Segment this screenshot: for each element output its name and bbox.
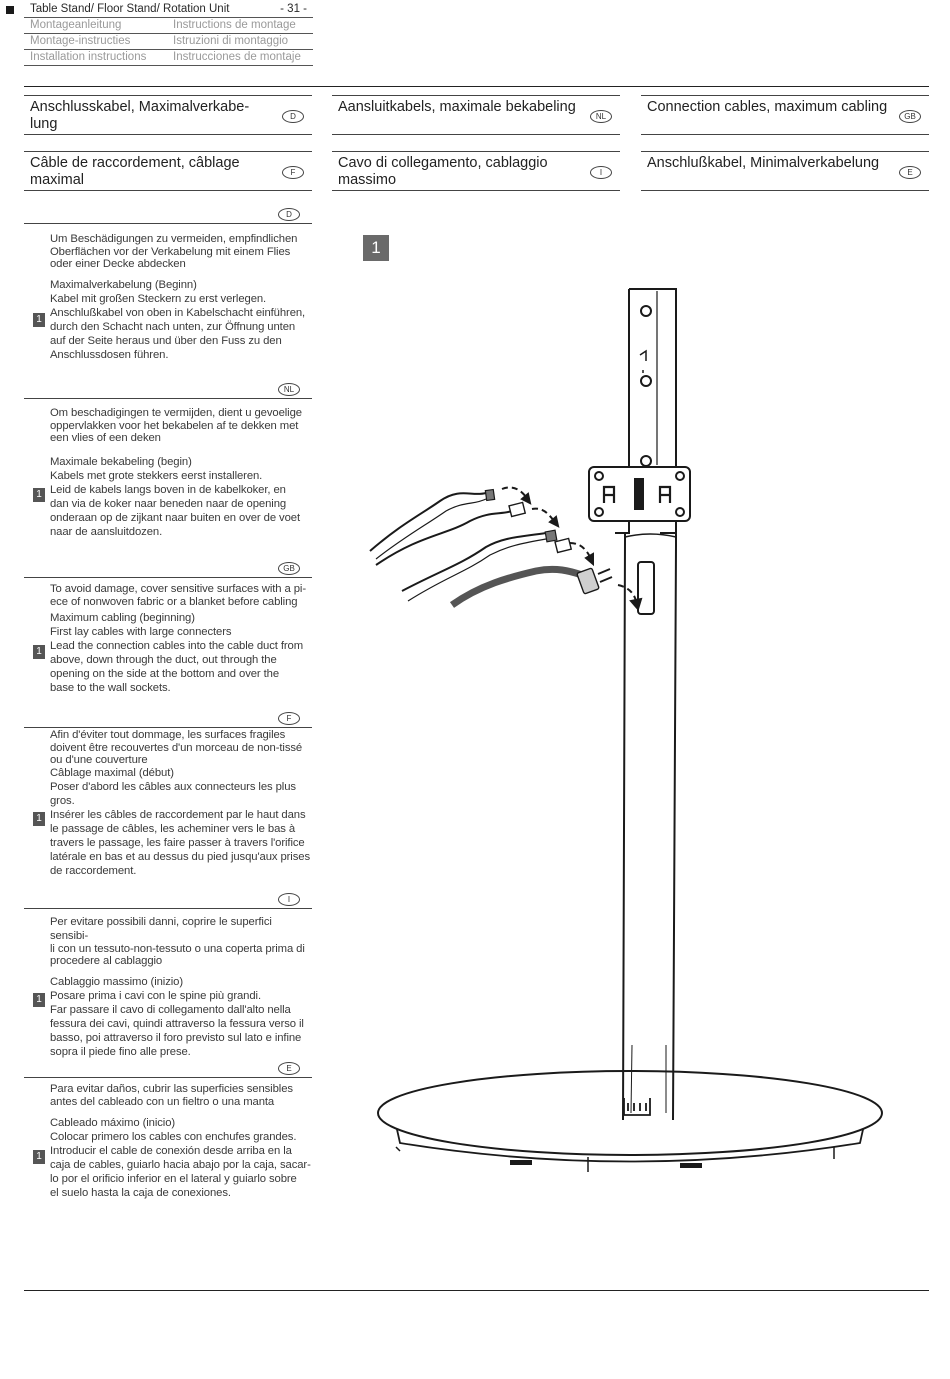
header-label: Montageanleitung	[30, 19, 122, 31]
text-line: naar de aansluitdozen.	[50, 526, 163, 538]
heading-line: Maximalverkabelung (Beginn)	[50, 279, 197, 291]
title-cell-i	[332, 151, 620, 191]
step-badge: 1	[33, 812, 45, 826]
text-line: Lead the connection cables into the cable duct from	[50, 640, 304, 652]
section-title: Aansluitkabels, maximale bekabeling	[338, 99, 576, 115]
plug-connector-icon	[485, 489, 494, 500]
language-badge-nl: NL	[590, 110, 612, 123]
text-line: above, down through the duct, out through the	[50, 654, 277, 666]
section-body	[50, 728, 312, 878]
section-f	[24, 712, 312, 882]
section-e	[24, 1062, 312, 1212]
section-rule	[24, 908, 312, 909]
heading-line: Maximum cabling (beginning)	[50, 612, 195, 624]
heading-line: Câblage maximal (début)	[50, 767, 174, 779]
plug-connector-icon	[555, 538, 571, 552]
text-line: dan via de koker naar beneden naar de opening	[50, 498, 287, 510]
language-badge-i: I	[590, 166, 612, 179]
text-line: onderaan op de zijkant naar buiten en over de voet	[50, 512, 300, 524]
intro-line: Para evitar daños, cubrir las superficies sensibles	[50, 1083, 293, 1095]
screw-icon	[641, 376, 651, 386]
header-label: Instructions de montage	[173, 19, 296, 31]
text-line: First lay cables with large connecters	[50, 626, 232, 638]
step-badge: 1	[33, 993, 45, 1007]
text-line: el suelo hasta la caja de conexiones.	[50, 1187, 231, 1199]
intro-line: antes del cableado con un fieltro o una manta	[50, 1096, 275, 1108]
clip-mark	[640, 351, 646, 373]
title-cell-gb	[641, 95, 929, 135]
floor-stand-illustration	[360, 275, 900, 1175]
text-line: Leid de kabels langs boven in de kabelkoker, en	[50, 484, 286, 496]
language-badge-e: E	[899, 166, 921, 179]
intro-line: een vlies of een deken	[50, 432, 161, 444]
section-title: Câble de raccordement, câblage maximal	[30, 155, 240, 188]
top-divider	[24, 86, 929, 87]
text-line: caja de cables, guiarlo hacia abajo por la caja, sacar-	[50, 1159, 311, 1171]
column-lower	[623, 533, 676, 1120]
language-badge-i: I	[278, 893, 300, 906]
section-rule	[24, 1077, 312, 1078]
section-nl	[24, 383, 312, 543]
language-badge-d: D	[278, 208, 300, 221]
section-body	[50, 1082, 312, 1200]
text-line: latérale en bas et au dessus du pied jusqu'aux prises	[50, 851, 310, 863]
text-line: durch den Schacht nach unten, zur Öffnung unten	[50, 321, 296, 333]
column-side-opening	[638, 562, 654, 614]
intro-line: Oberflächen vor der Verkabelung mit einem Flies	[50, 246, 291, 258]
base-plate	[378, 1071, 882, 1155]
intro-line: Per evitare possibili danni, coprire le superfici sensibi-	[50, 916, 272, 942]
text-line: travers le passage, les faire passer à travers l'orifice	[50, 837, 305, 849]
section-title: Anschlußkabel, Minimalverkabelung	[647, 155, 880, 171]
section-body	[50, 582, 312, 695]
header-label: Instrucciones de montaje	[173, 51, 301, 63]
cable-2	[376, 511, 512, 565]
screw-icon	[641, 306, 651, 316]
intro-line: ou d'une couverture	[50, 754, 148, 766]
intro-line: ece of nonwoven fabric or a blanket before cabling	[50, 596, 298, 608]
step-badge: 1	[33, 488, 45, 502]
language-badge-nl: NL	[278, 383, 300, 396]
direction-arrow-icon	[502, 487, 526, 497]
document-title: Table Stand/ Floor Stand/ Rotation Unit	[30, 3, 230, 15]
bracket-slot	[634, 478, 644, 510]
plug-connector-icon	[509, 502, 525, 516]
header-row	[24, 50, 313, 66]
language-badge-f: F	[282, 166, 304, 179]
intro-line: oppervlakken voor het bekabelen af te dekken met	[50, 420, 299, 432]
language-badge-e: E	[278, 1062, 300, 1075]
section-title: Cavo di collegamento, cablaggio massimo	[338, 155, 548, 188]
text-line: fessura dei cavi, quindi attraverso la fessura verso il	[50, 1018, 304, 1030]
text-line: lo por el orificio inferior en el lateral y guiarlo sobre	[50, 1173, 297, 1185]
cable-3	[402, 533, 546, 591]
section-gb	[24, 562, 312, 702]
text-line: gros.	[50, 795, 75, 807]
text-line: base to the wall sockets.	[50, 682, 171, 694]
language-badge-f: F	[278, 712, 300, 725]
plug-connector-icon	[545, 530, 557, 542]
header-title-row	[24, 2, 313, 18]
text-line: Kabel mit großen Steckern zu erst verlegen.	[50, 293, 267, 305]
text-line: Poser d'abord les câbles aux connecteurs les plus	[50, 781, 296, 793]
language-badge-gb: GB	[899, 110, 921, 123]
text-line: le passage de câbles, les acheminer vers le bas à	[50, 823, 296, 835]
header-label: Istruzioni di montaggio	[173, 35, 289, 47]
power-plug-pins	[598, 569, 612, 582]
section-body	[50, 406, 312, 539]
text-line: Kabels met grote stekkers eerst installeren.	[50, 470, 263, 482]
text-line: Far passare il cavo di collegamento dall'alto nella	[50, 1004, 291, 1016]
header-row	[24, 18, 313, 34]
language-badge-gb: GB	[278, 562, 300, 575]
header-row	[24, 34, 313, 50]
document-header-table	[24, 2, 313, 66]
direction-arrow-icon	[618, 585, 636, 601]
step-badge: 1	[33, 645, 45, 659]
text-line: basso, poi attraverso il foro previsto sul lato e infine	[50, 1032, 302, 1044]
text-line: Anschlußkabel von oben in Kabelschacht einführen,	[50, 307, 306, 319]
text-line: de raccordement.	[50, 865, 137, 877]
intro-line: Afin d'éviter tout dommage, les surfaces fragiles	[50, 729, 286, 741]
section-body	[50, 232, 312, 362]
title-cell-nl	[332, 95, 620, 135]
section-rule	[24, 223, 312, 224]
step-badge: 1	[33, 1150, 45, 1164]
cable-4	[452, 569, 582, 605]
intro-line: Om beschadigingen te vermijden, dient u gevoelige	[50, 407, 302, 419]
figure-step-badge: 1	[363, 235, 389, 261]
header-label: Installation instructions	[30, 51, 147, 63]
heading-line: Maximale bekabeling (begin)	[50, 456, 192, 468]
intro-line: Um Beschädigungen zu vermeiden, empfindlichen	[50, 233, 298, 245]
step-badge: 1	[33, 313, 45, 327]
title-cell-f	[24, 151, 312, 191]
text-line: Introducir el cable de conexión desde arriba en la	[50, 1145, 292, 1157]
section-rule	[24, 577, 312, 578]
section-title: Anschlusskabel, Maximalverkabe-lung	[30, 99, 250, 132]
bottom-divider	[24, 1290, 929, 1291]
language-badge-d: D	[282, 110, 304, 123]
power-plug-icon	[577, 568, 600, 594]
text-line: Posare prima i cavi con le spine più grandi.	[50, 990, 261, 1002]
page-number: - 31 -	[280, 3, 307, 15]
section-d	[24, 208, 312, 368]
base-foot-left	[510, 1160, 532, 1165]
section-title: Connection cables, maximum cabling	[647, 99, 888, 115]
title-cell-d	[24, 95, 312, 135]
base-foot-right	[680, 1163, 702, 1168]
text-line: sopra il piede fino alle prese.	[50, 1046, 191, 1058]
heading-line: Cablaggio massimo (inizio)	[50, 976, 184, 988]
heading-line: Cableado máximo (inicio)	[50, 1117, 176, 1129]
arrow-head	[522, 494, 530, 503]
title-cell-e	[641, 151, 929, 191]
text-line: opening on the side at the bottom and over the	[50, 668, 280, 680]
text-line: Insérer les câbles de raccordement par le haut dans	[50, 809, 306, 821]
arrow-head	[586, 554, 593, 564]
direction-arrow-icon	[570, 543, 590, 557]
section-rule	[24, 398, 312, 399]
text-line: auf der Seite heraus und über den Fuss zu den	[50, 335, 282, 347]
intro-line: To avoid damage, cover sensitive surfaces with a pi-	[50, 583, 307, 595]
column-collar	[625, 534, 676, 537]
text-line: Anschlussdosen führen.	[50, 349, 169, 361]
intro-line: procedere al cablaggio	[50, 955, 163, 967]
arrow-head	[631, 599, 641, 609]
section-i	[24, 893, 312, 1058]
direction-arrow-icon	[532, 509, 554, 521]
screw-icon	[641, 456, 651, 466]
intro-line: li con un tessuto-non-tessuto o una coperta prima di	[50, 943, 305, 955]
header-label: Montage-instructies	[30, 35, 131, 47]
intro-line: doivent être recouvertes d'un morceau de non-tissé	[50, 742, 303, 754]
section-body	[50, 915, 312, 1059]
header-bullet	[6, 6, 14, 14]
intro-line: oder einer Decke abdecken	[50, 258, 186, 270]
text-line: Colocar primero los cables con enchufes grandes.	[50, 1131, 297, 1143]
